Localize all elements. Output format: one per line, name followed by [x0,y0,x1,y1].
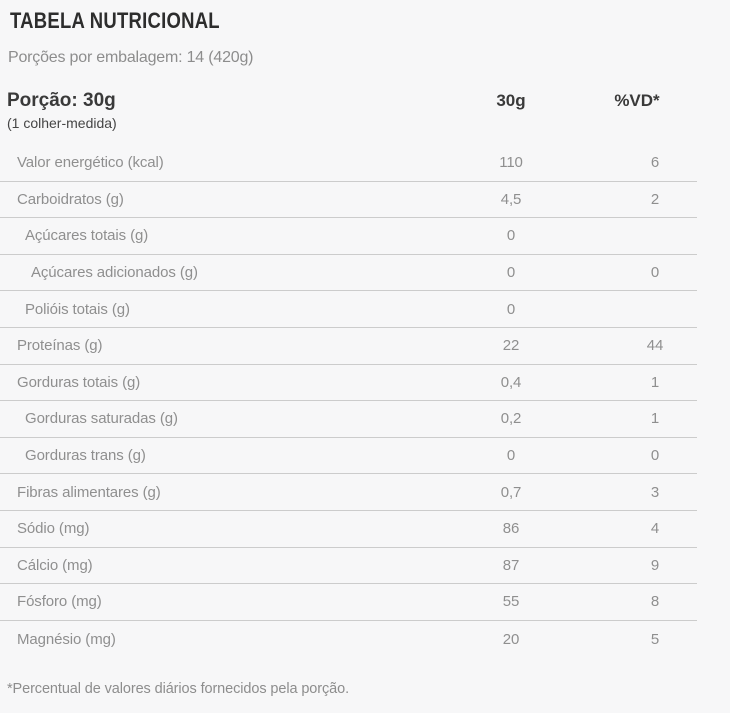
row-daily-value: 5 [650,630,660,648]
row-daily-value: 6 [650,154,660,172]
table-row [0,438,697,475]
row-label: Fibras alimentares (g) [17,483,161,501]
row-label: Sódio (mg) [17,520,90,538]
table-row [0,291,697,328]
row-label: Magnésio (mg) [17,630,116,648]
row-daily-value: 4 [650,520,660,538]
row-amount: 22 [502,337,520,355]
portion-title: Porção: 30g [7,90,116,111]
row-daily-value: 1 [650,373,660,391]
table-row [0,255,697,292]
row-daily-value: 0 [650,264,660,282]
row-amount: 110 [499,154,523,172]
row-label: Gorduras totais (g) [17,373,141,391]
servings-per-package-line: Porções por embalagem: 14 (420g) [8,49,254,66]
table-row [0,584,697,621]
row-amount: 86 [502,520,520,538]
row-amount: 20 [502,630,520,648]
row-amount: 55 [502,593,520,611]
row-label: Gorduras saturadas (g) [25,410,178,428]
row-amount: 87 [502,556,520,574]
row-label: Açúcares totais (g) [25,227,149,245]
row-amount: 0,7 [500,483,522,501]
table-row [0,401,697,438]
row-daily-value: 3 [650,483,660,501]
page-title: TABELA NUTRICIONAL [10,8,220,33]
row-daily-value: 2 [650,190,660,208]
table-row [0,474,697,511]
column-header-daily-value: %VD* [614,91,660,110]
row-label: Cálcio (mg) [17,556,93,574]
table-row [0,548,697,585]
row-amount: 0 [506,227,516,245]
table-row [0,145,697,182]
row-amount: 0 [506,300,516,318]
row-daily-value: 9 [650,556,660,574]
table-header [0,89,697,132]
table-row [0,365,697,402]
row-label: Valor energético (kcal) [17,154,164,172]
table-row [0,511,697,548]
row-amount: 0 [506,447,516,465]
row-daily-value: 44 [646,337,664,355]
nutrition-rows [0,145,697,657]
table-row [0,328,697,365]
row-label: Polióis totais (g) [25,300,130,318]
row-label: Proteínas (g) [17,337,103,355]
table-row [0,621,697,658]
portion-subtitle: (1 colher-medida) [7,115,117,131]
table-row [0,182,697,219]
daily-value-footnote: *Percentual de valores diários fornecidos pela porção. [7,681,349,698]
row-label: Fósforo (mg) [17,593,102,611]
nutrition-facts-panel [0,8,730,698]
row-label: Carboidratos (g) [17,190,124,208]
row-label: Gorduras trans (g) [25,447,146,465]
table-row [0,218,697,255]
row-daily-value: 1 [650,410,660,428]
portion-header-cell [0,89,409,132]
row-amount: 4,5 [500,190,522,208]
row-daily-value: 0 [650,447,660,465]
row-label: Açúcares adicionados (g) [31,264,198,282]
row-amount: 0,2 [500,410,522,428]
row-amount: 0 [506,264,516,282]
row-daily-value: 8 [650,593,660,611]
row-amount: 0,4 [500,373,522,391]
column-header-amount: 30g [496,91,526,110]
